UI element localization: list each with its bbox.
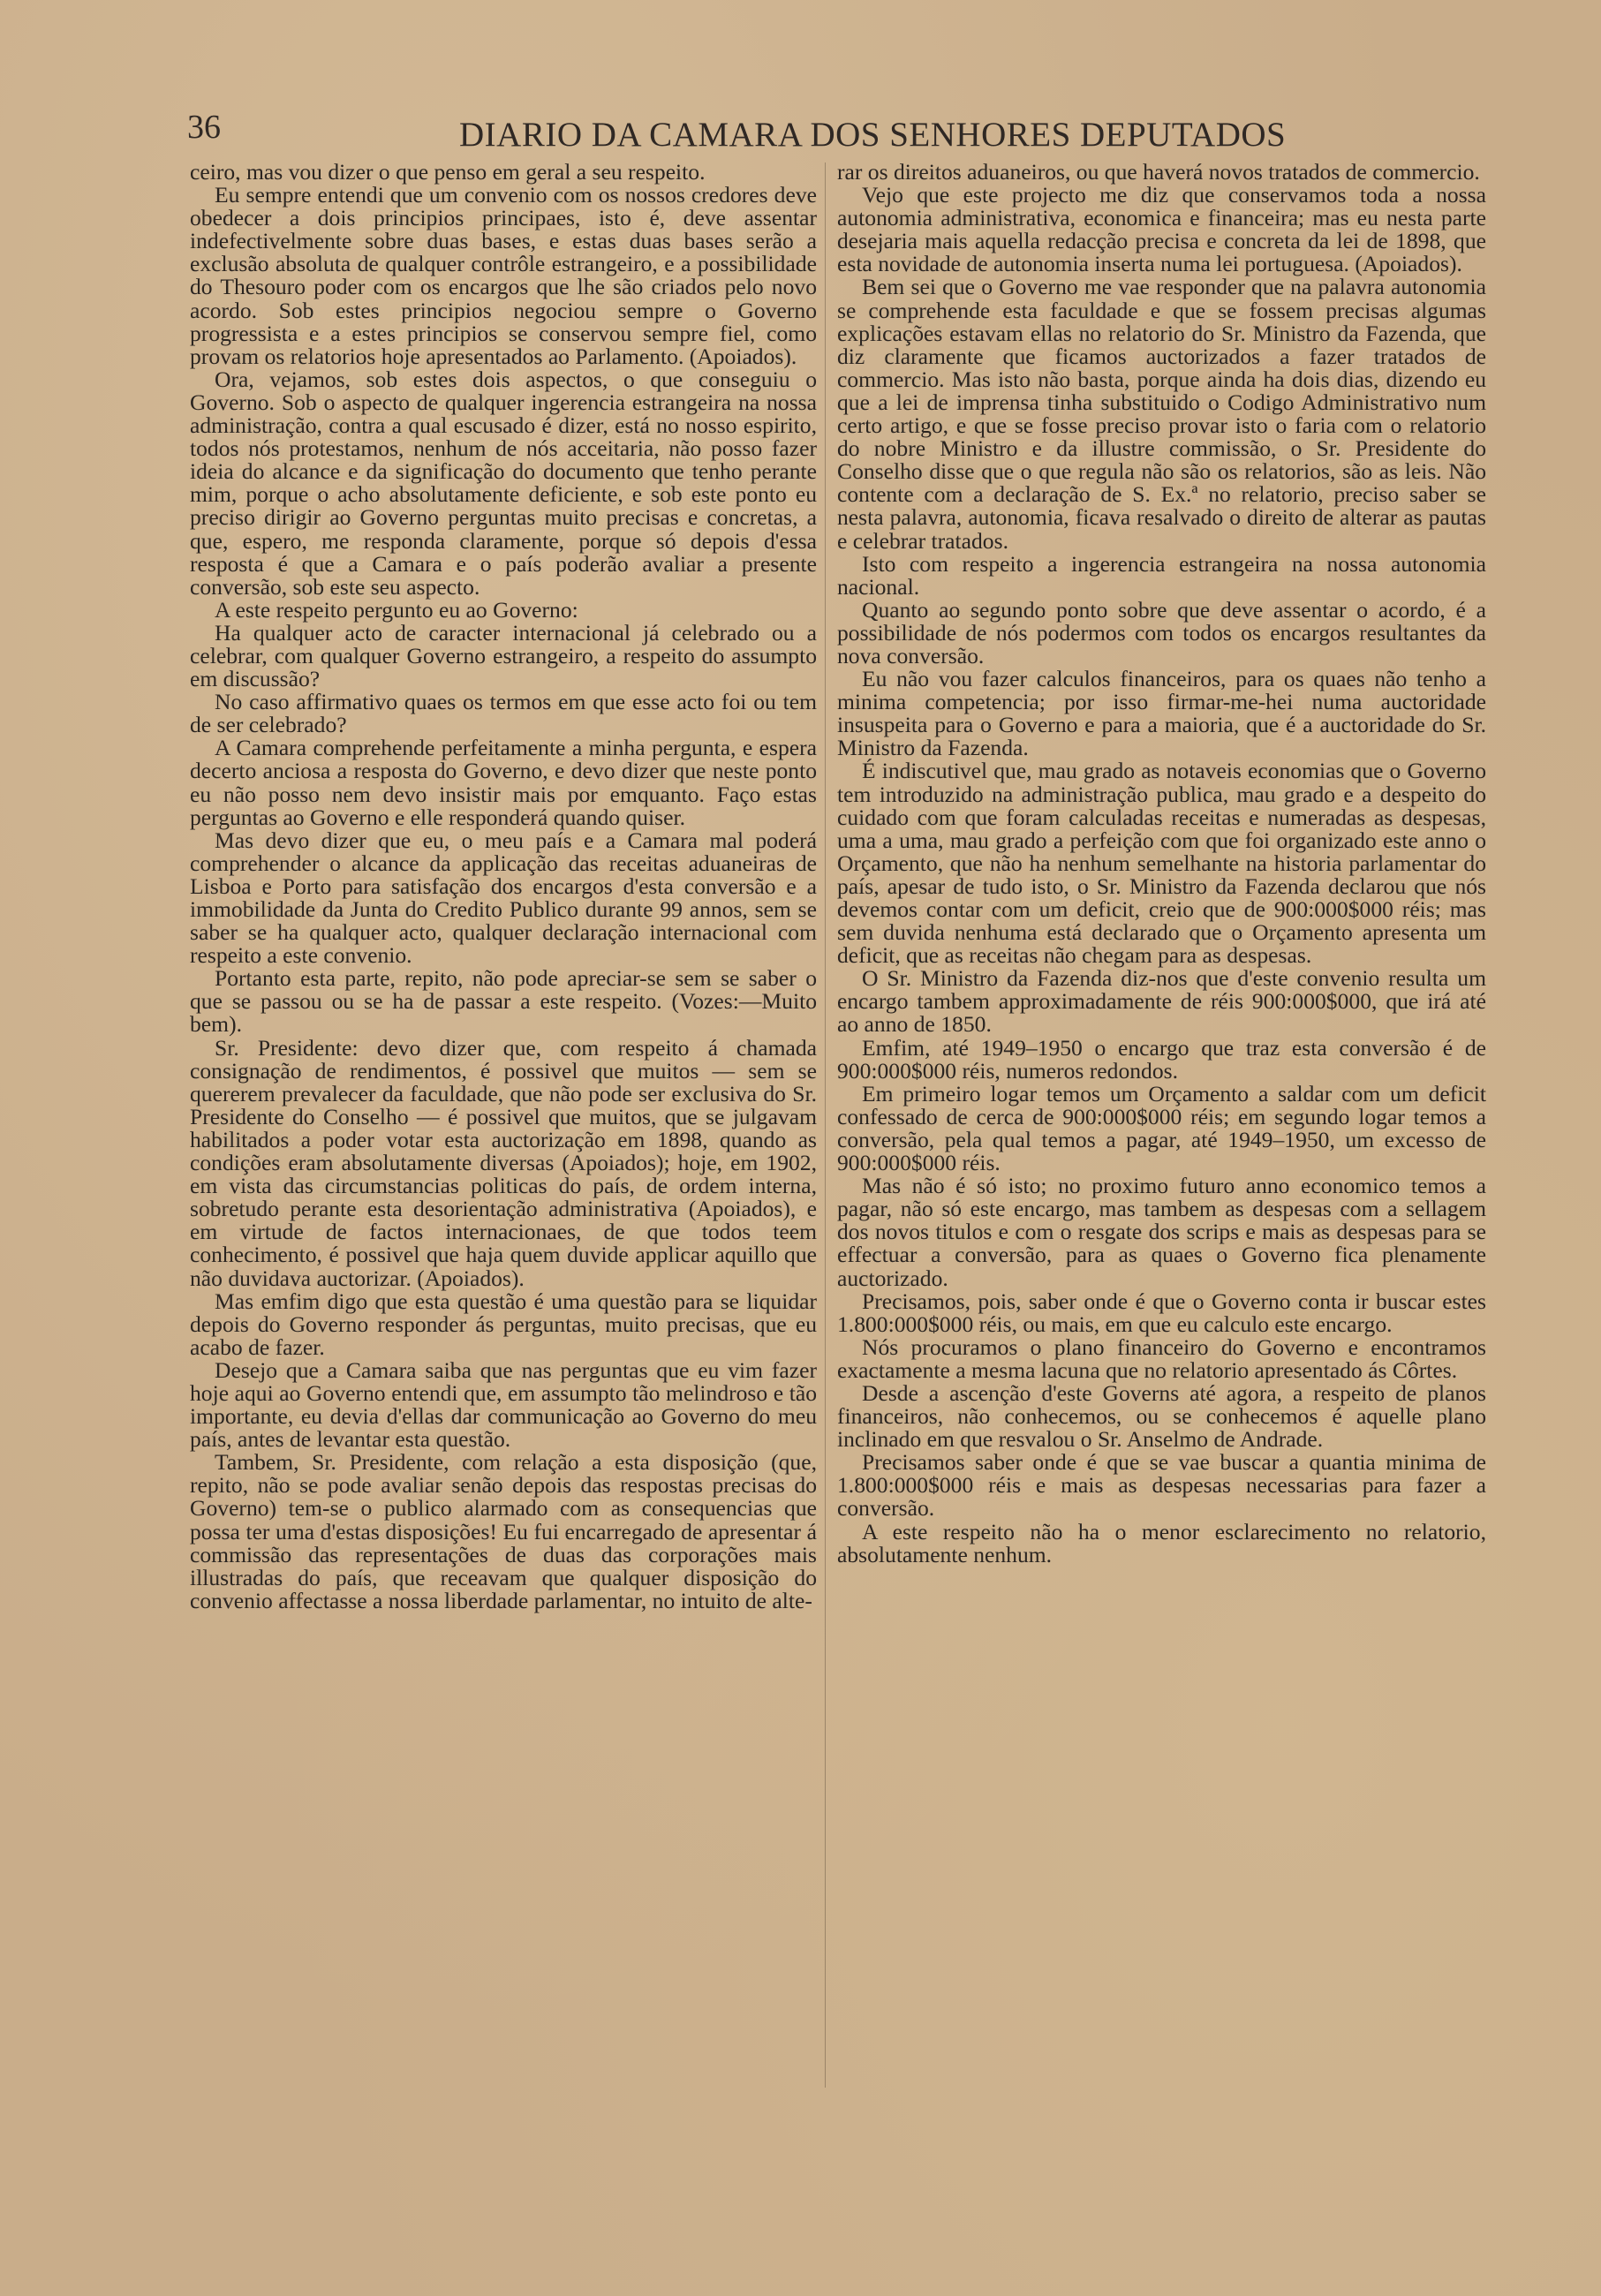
page-number: 36: [187, 109, 221, 146]
paragraph: A este respeito não ha o menor esclarecimento no relatorio, absolutamente nenhum.: [837, 1518, 1486, 1567]
running-head-title: DIARIO DA CAMARA DOS SENHORES DEPUTADOS: [459, 116, 1287, 154]
paragraph: Emfim, até 1949–1950 o encargo que traz esta conversão é de 900:000$000 réis, numeros redondos.: [837, 1034, 1486, 1084]
right-column: [837, 161, 1486, 1567]
paragraph: A este respeito pergunto eu ao Governo:: [215, 596, 578, 623]
paragraph: Eu sempre entendi que um convenio com os nossos credores deve obedecer a dois principios principaes, isto é, deve assentar indefectivelmente sobre duas bases, e estas duas bases serão a exclusão absoluta de qualquer contrôle estrangeiro, e a possibilidade do Thesouro poder com os encargos que lhe são criados pelo novo acordo. Sob estes principios negociou sempre o Governo progressista e a estes principios se conservou sempre fiel, como provam os relatorios hoje apresentados ao Parlamento. (Apoiados).: [190, 182, 817, 369]
paragraph: Precisamos saber onde é que se vae buscar a quantia minima de 1.800:000$000 réis e mais as despesas necessarias para fazer a conversão.: [837, 1449, 1486, 1522]
paragraph: Vejo que este projecto me diz que conservamos toda a nossa autonomia administrativa, economica e financeira; mas eu nesta parte desejaria mais aquella redacção precisa e concreta da lei de 1898, que esta novidade de autonomia inserta numa lei portuguesa. (Apoiados).: [837, 182, 1486, 277]
paragraph: Bem sei que o Governo me vae responder que na palavra autonomia se comprehende esta faculdade e que se fossem precisas algumas explicações estavam ellas no relatorio do Sr. Ministro da Fazenda, que diz claramente que ficamos auctorizados a fazer tratados de commercio. Mas isto não basta, porque ainda ha dois dias, dizendo eu que a lei de imprensa tinha substituido o Codigo Administrativo num certo artigo, e que se fosse preciso provar isto o faria com o relatorio do nobre Ministro e da illustre commissão, o Sr. Presidente do Conselho disse que o que regula não são os relatorios, são as leis. Não contente com a declaração de S. Ex.ª no relatorio, preciso saber se nesta palavra, autonomia, ficava resalvado o direito de alterar as pautas e celebrar tratados.: [837, 274, 1486, 554]
paragraph: Nós procuramos o plano financeiro do Governo e encontramos exactamente a mesma lacuna que no relatorio apresentado ás Côrtes.: [837, 1333, 1486, 1383]
paragraph: O Sr. Ministro da Fazenda diz-nos que d'este convenio resulta um encargo tambem approximadamente de réis 900:000$000, que irá até ao anno de 1850.: [837, 965, 1486, 1038]
paragraph: Mas emfim digo que esta questão é uma questão para se liquidar depois do Governo responder ás perguntas, muito precisas, que eu acabo de fazer.: [190, 1288, 817, 1360]
paragraph: No caso affirmativo quaes os termos em que esse acto foi ou tem de ser celebrado?: [190, 689, 817, 738]
paragraph: Tambem, Sr. Presidente, com relação a esta disposição (que, repito, não se pode avaliar senão depois das respostas precisas do Governo) tem-se o publico alarmado com as consequencias que possa ter uma d'estas disposições! Eu fui encarregado de apresentar á commissão das representações de duas das corporações mais illustradas do país, que receavam que qualquer disposição do convenio affectasse a nossa liberdade parlamentar, no intuito de alte-: [190, 1449, 817, 1613]
left-column: [190, 161, 817, 1612]
paragraph: A Camara comprehende perfeitamente a minha pergunta, e espera decerto anciosa a resposta do Governo, e devo dizer que neste ponto eu não posso nem devo insistir mais por emquanto. Faço estas perguntas ao Governo e elle responderá quando quiser.: [190, 735, 817, 830]
paragraph: Quanto ao segundo ponto sobre que deve assentar o acordo, é a possibilidade de nós podermos com todos os encargos resultantes da nova conversão.: [837, 596, 1486, 668]
paragraph: Ha qualquer acto de caracter internacional já celebrado ou a celebrar, com qualquer Governo estrangeiro, a respeito do assumpto em discussão?: [190, 619, 817, 692]
paragraph: Mas devo dizer que eu, o meu país e a Camara mal poderá comprehender o alcance da applicação das receitas aduaneiras de Lisboa e Porto para satisfação dos encargos d'esta conversão e a immobilidade da Junta do Credito Publico durante 99 annos, sem se saber se ha qualquer acto, qualquer declaração internacional com respeito a este convenio.: [190, 827, 817, 969]
paragraph: Isto com respeito a ingerencia estrangeira na nossa autonomia nacional.: [837, 550, 1486, 600]
paragraph: ceiro, mas vou dizer o que penso em geral a seu respeito.: [190, 159, 706, 185]
paragraph: Desejo que a Camara saiba que nas perguntas que eu vim fazer hoje aqui ao Governo entendi que, em assumpto tão melindroso e tão importante, eu devia d'ellas dar communicação ao Governo do meu país, antes de levantar esta questão.: [190, 1356, 817, 1453]
column-divider: [825, 162, 826, 2088]
paragraph: Desde a ascenção d'este Governs até agora, a respeito de planos financeiros, não conhecemos, ou se conhecemos é aquelle plano inclinado em que resvalou o Sr. Anselmo de Andrade.: [837, 1379, 1486, 1453]
paragraph: Portanto esta parte, repito, não pode apreciar-se sem se saber o que se passou ou se ha de passar a este respeito. (Vozes:—Muito bem).: [190, 965, 817, 1038]
paragraph: Ora, vejamos, sob estes dois aspectos, o que conseguiu o Governo. Sob o aspecto de qualquer ingerencia estrangeira na nossa administração, contra a qual escusado é dizer, está no nosso espirito, todos nós protestamos, nenhum de nós acceitaria, não posso fazer ideia do alcance e da significação do documento que tenho perante mim, porque o acho absolutamente deficiente, e sob este ponto eu preciso dirigir ao Governo perguntas muito precisas e concretas, a que, espero, me responda claramente, porque só depois d'essa resposta é que a Camara e o país poderão avaliar a presente conversão, sob este seu aspecto.: [190, 366, 817, 600]
paragraph: Precisamos, pois, saber onde é que o Governo conta ir buscar estes 1.800:000$000 réis, ou mais, em que eu calculo este encargo.: [837, 1288, 1486, 1337]
paragraph: Em primeiro logar temos um Orçamento a saldar com um deficit confessado de cerca de 900:000$000 réis; em segundo logar temos a conversão, pela qual temos a pagar, até 1949–1950, um excesso de 900:000$000 réis.: [837, 1080, 1486, 1176]
paragraph: É indiscutivel que, mau grado as notaveis economias que o Governo tem introduzido na administração publica, mau grado e a despeito do cuidado com que foram calculadas receitas e numeradas as despesas, uma a uma, mau grado a perfeição com que foi organizado este anno o Orçamento, que não ha nenhum semelhante na historia parlamentar do país, apesar de tudo isto, o Sr. Ministro da Fazenda declarou que nós devemos contar com um deficit, creio que de 900:000$000 réis; mas sem duvida nenhuma está declarado que o Orçamento apresenta um deficit, que as receitas não chegam para as despesas.: [837, 758, 1486, 969]
paragraph: rar os direitos aduaneiros, ou que haverá novos tratados de commercio.: [837, 159, 1480, 185]
paragraph: Eu não vou fazer calculos financeiros, para os quaes não tenho a minima competencia; por isso firmar-me-hei numa auctoridade insuspeita para o Governo e para a maioria, que é a auctoridade do Sr. Ministro da Fazenda.: [837, 666, 1486, 761]
paragraph: Sr. Presidente: devo dizer que, com respeito á chamada consignação de rendimentos, é possivel que muitos — sem se quererem prevalecer da faculdade, que não pode ser exclusiva do Sr. Presidente do Conselho — é possivel que muitos, que se julgavam habilitados a poder votar esta auctorização em 1898, quando as condições eram absolutamente diversas (Apoiados); hoje, em 1902, em vista das circumstancias politicas do país, de ordem interna, sobretudo perante esta desorientação administrativa (Apoiados), e em virtude de factos internacionaes, de que todos teem conhecimento, é possivel que haja quem duvide applicar aquillo que não duvidava auctorizar. (Apoiados).: [190, 1034, 817, 1291]
paragraph: Mas não é só isto; no proximo futuro anno economico temos a pagar, não só este encargo, mas tambem as despesas com a sellagem dos novos titulos e com o resgate dos scrips e mais as despesas para se effectuar a conversão, para as quaes o Governo fica plenamente auctorizado.: [837, 1173, 1486, 1291]
